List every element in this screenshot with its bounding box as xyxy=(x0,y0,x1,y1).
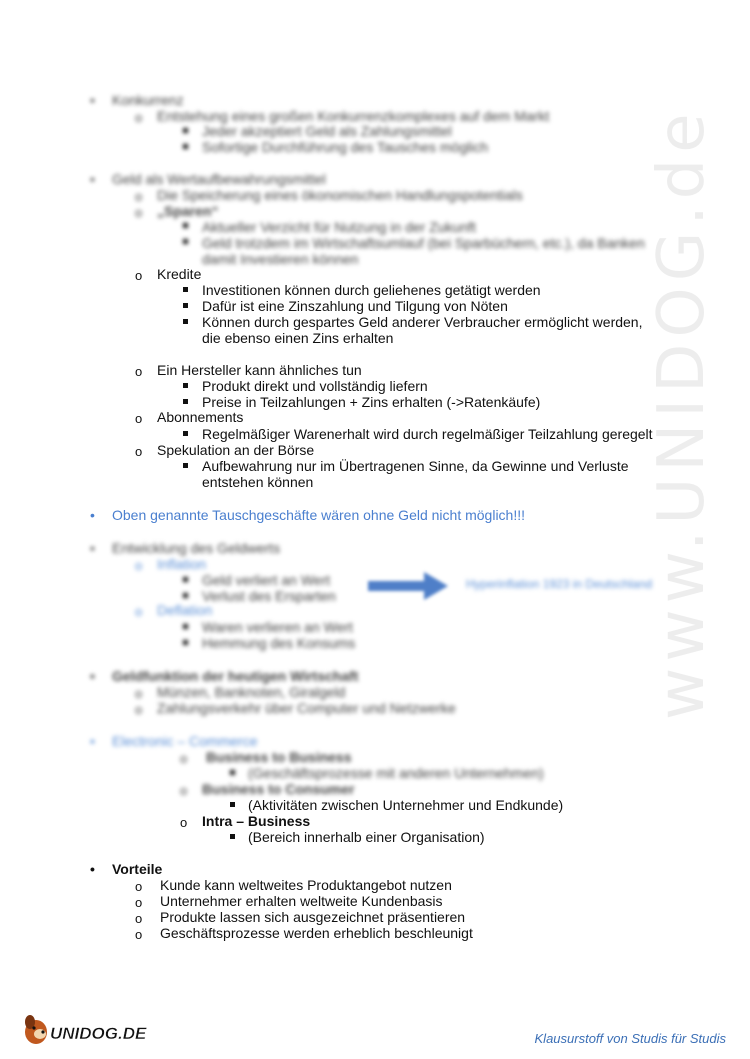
square-bullet-icon xyxy=(183,223,188,228)
hersteller-title: Ein Hersteller kann ähnliches tun xyxy=(157,362,362,378)
square-bullet-icon xyxy=(230,802,235,807)
blurred-line: Business to Consumer xyxy=(202,781,355,797)
boerse-item: Aufbewahrung nur im Übertragenen Sinne, da Gewinne und Verluste xyxy=(202,458,629,474)
circle-bullet-icon: o xyxy=(135,189,143,204)
blurred-line: • Geldfunktion der heutigen Wirtschaft xyxy=(112,668,358,684)
square-bullet-icon xyxy=(183,383,188,388)
circle-bullet-icon: o xyxy=(135,411,143,426)
square-bullet-icon xyxy=(183,577,188,582)
logo-text: UNIDOG.DE xyxy=(50,1024,147,1043)
boerse-item-cont: entstehen können xyxy=(202,474,314,490)
arrow-note: Hyperinflation 1923 in Deutschland xyxy=(466,577,653,591)
square-bullet-icon xyxy=(183,593,188,598)
blurred-line: • Electronic – Commerce xyxy=(112,733,258,749)
square-bullet-icon xyxy=(183,128,188,133)
b2c-note: (Aktivitäten zwischen Unternehmer und Endkunde) xyxy=(248,797,564,813)
blurred-line: Münzen, Banknoten, Giralgeld xyxy=(157,684,346,700)
blurred-line: Hemmung des Konsums xyxy=(202,635,356,651)
blurred-line: Jeder akzeptiert Geld als Zahlungsmittel xyxy=(202,123,452,139)
square-bullet-icon xyxy=(230,834,235,839)
square-bullet-icon xyxy=(183,319,188,324)
blurred-line: • Konkurrenz xyxy=(112,92,184,108)
blurred-line: • Entwicklung des Geldwerts xyxy=(112,540,280,556)
circle-bullet-icon: o xyxy=(135,110,143,125)
blurred-line: damit Investieren können xyxy=(202,251,359,267)
blurred-line: Waren verlieren an Wert xyxy=(202,619,353,635)
circle-bullet-icon: o xyxy=(180,751,188,766)
circle-bullet-icon: o xyxy=(135,686,143,701)
circle-bullet-icon: o xyxy=(135,911,143,926)
circle-bullet-icon: o xyxy=(135,604,143,619)
vorteile-item: Produkte lassen sich ausgezeichnet präsentieren xyxy=(160,909,466,925)
square-bullet-icon xyxy=(183,399,188,404)
square-bullet-icon xyxy=(230,770,235,775)
blurred-line: Verlust des Ersparten xyxy=(202,588,336,604)
circle-bullet-icon: o xyxy=(180,815,188,830)
blurred-line: Die Speicherung eines ökonomischen Handlungspotentials xyxy=(157,187,523,203)
kredite-item: Dafür ist eine Zinszahlung und Tilgung von Nöten xyxy=(202,298,508,314)
hersteller-item: Produkt direkt und vollständig liefern xyxy=(202,378,428,394)
boerse-title: Spekulation an der Börse xyxy=(157,442,315,458)
square-bullet-icon xyxy=(183,287,188,292)
unidog-logo[interactable] xyxy=(20,1010,160,1046)
circle-bullet-icon: o xyxy=(135,702,143,717)
vorteile-item: Unternehmer erhalten weltweite Kundenbasis xyxy=(160,893,443,909)
blurred-line: „Sparen“ xyxy=(157,203,219,219)
abos-title: Abonnements xyxy=(157,409,244,425)
watermark: www.UNIDOG.de xyxy=(645,107,719,720)
blurred-line: (Geschäftsprozesse mit anderen Unternehmen) xyxy=(248,765,544,781)
kredite-item-cont: die ebenso einen Zins erhalten xyxy=(202,330,394,346)
square-bullet-icon xyxy=(183,463,188,468)
blurred-line: Deflation xyxy=(157,602,213,618)
intra-title: Intra – Business xyxy=(202,813,311,829)
vorteile-title: • Vorteile xyxy=(112,861,162,877)
square-bullet-icon xyxy=(183,239,188,244)
square-bullet-icon xyxy=(183,431,188,436)
blurred-line: Entstehung eines großen Konkurrenzkomplexes auf dem Markt xyxy=(157,108,550,124)
blurred-line: Geld trotzdem im Wirtschaftsumlauf (bei Sparbüchern, etc.), da Banken xyxy=(202,235,645,251)
hersteller-item: Preise in Teilzahlungen + Zins erhalten (->Ratenkäufe) xyxy=(202,394,541,410)
blurred-line: Aktueller Verzicht für Nutzung in der Zukunft xyxy=(202,219,476,235)
footer-tagline: Klausurstoff von Studis für Studis xyxy=(534,1031,726,1046)
blurred-line: Inflation xyxy=(157,556,207,572)
circle-bullet-icon: o xyxy=(180,783,188,798)
abos-item: Regelmäßiger Warenerhalt wird durch regelmäßiger Teilzahlung geregelt xyxy=(202,426,653,442)
square-bullet-icon xyxy=(183,640,188,645)
circle-bullet-icon: o xyxy=(135,364,143,379)
kredite-item: Können durch gespartes Geld anderer Verbraucher ermöglicht werden, xyxy=(202,314,643,330)
circle-bullet-icon: o xyxy=(135,444,143,459)
circle-bullet-icon: o xyxy=(135,879,143,894)
square-bullet-icon xyxy=(183,144,188,149)
square-bullet-icon xyxy=(183,624,188,629)
circle-bullet-icon: o xyxy=(135,268,143,283)
circle-bullet-icon: o xyxy=(135,927,143,942)
blurred-line: Sofortige Durchführung des Tausches möglich xyxy=(202,139,489,155)
blurred-line: • Geld als Wertaufbewahrungsmittel xyxy=(112,171,326,187)
vorteile-item: Geschäftsprozesse werden erheblich beschleunigt xyxy=(160,925,473,941)
circle-bullet-icon: o xyxy=(135,205,143,220)
square-bullet-icon xyxy=(183,303,188,308)
circle-bullet-icon: o xyxy=(135,895,143,910)
kredite-item: Investitionen können durch geliehenes getätigt werden xyxy=(202,282,541,298)
circle-bullet-icon: o xyxy=(135,558,143,573)
highlight-line: • Oben genannte Tauschgeschäfte wären ohne Geld nicht möglich!!! xyxy=(112,507,525,523)
vorteile-item: Kunde kann weltweites Produktangebot nutzen xyxy=(160,877,452,893)
blurred-line: Geld verliert an Wert xyxy=(202,572,331,588)
blurred-line: Business to Business xyxy=(206,749,352,765)
kredite-title: Kredite xyxy=(157,266,202,282)
blurred-line: Zahlungsverkehr über Computer und Netzwerke xyxy=(157,700,456,716)
arrow-right-icon xyxy=(368,572,448,600)
intra-note: (Bereich innerhalb einer Organisation) xyxy=(248,829,485,845)
